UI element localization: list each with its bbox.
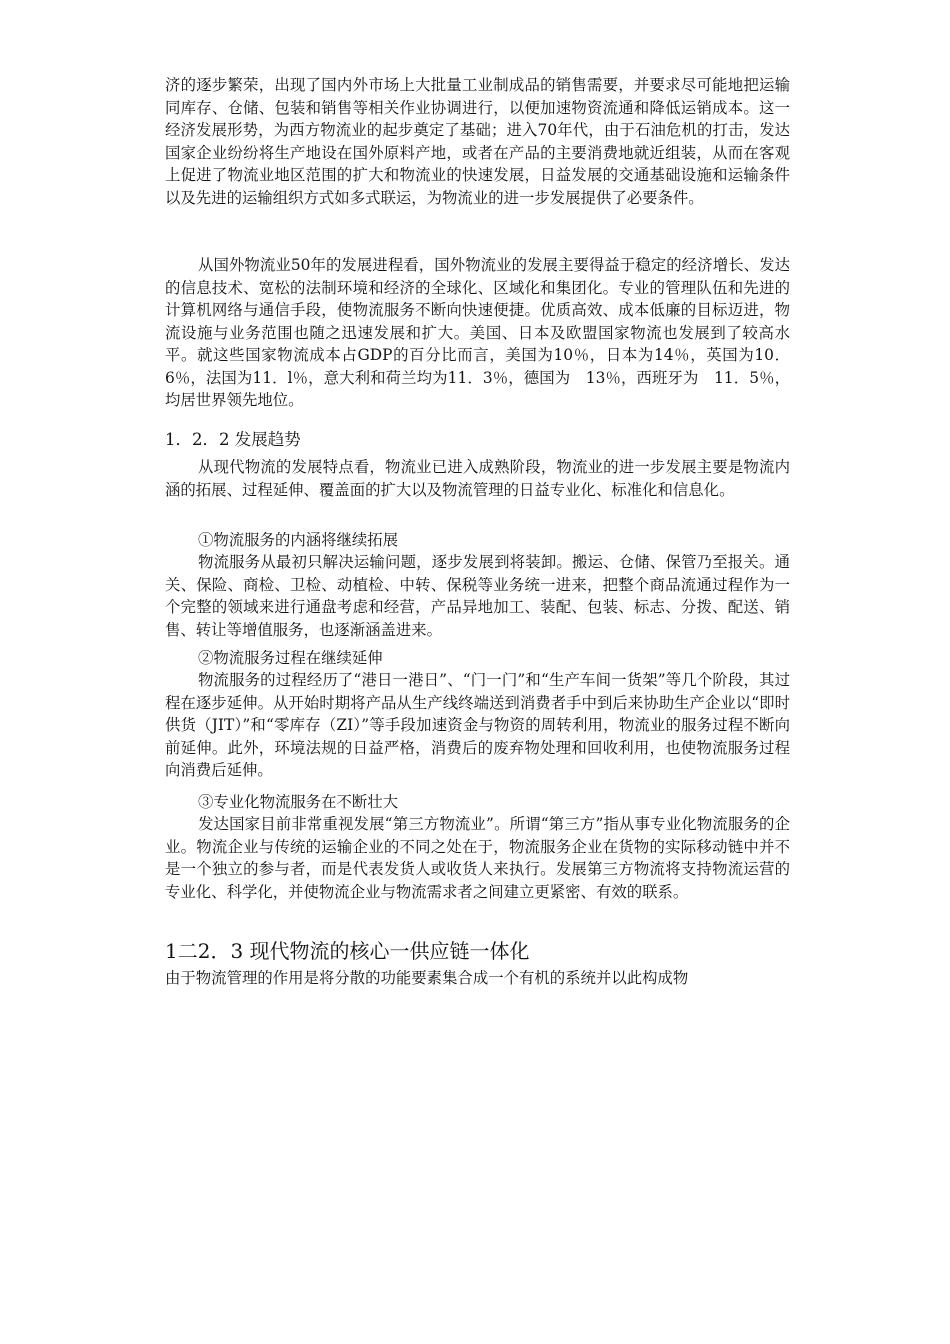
subheading-specialized-service: ③专业化物流服务在不断壮大 [198,793,399,811]
paragraph-supply-chain-intro: 由于物流管理的作用是将分散的功能要素集合成一个有机的系统并以此构成物 [165,969,689,987]
subheading-service-scope: ①物流服务的内涵将继续拓展 [198,531,399,549]
paragraph-service-scope: 物流服务从最初只解决运输问题，逐步发展到将装卸。搬运、仓储、保管乃至报关。通关、保险、商检、卫检、动植检、中转、保税等业务统一进来，把整个商品流通过程作为一个完整的领域来进行通盘考虑和经营，产品异地加工、装配、包装、标志、分拨、配送、销售、转让等增值服务，也逐渐涵盖进来。 [165,553,790,639]
paragraph-third-party-logistics: 发达国家目前非常重视发展“第三方物流业”。所谓“第三方”指从事专业化物流服务的企业。物流企业与传统的运输企业的不同之处在于，物流服务企业在货物的实际移动链中并不是一个独立的参与者，而是代表发货人或收货人来执行。发展第三方物流将支持物流运营的专业化、科学化，并使物流企业与物流需求者之间建立更紧密、有效的联系。 [165,815,790,901]
section-heading-1-2-3: 1二2．3 现代物流的核心一供应链一体化 [165,939,530,963]
paragraph-economic-background: 济的逐步繁荣，出现了国内外市场上大批量工业制成品的销售需要，并要求尽可能地把运输同库存、仓储、包装和销售等相关作业协调进行，以便加速物资流通和降低运销成本。这一经济发展形势，为西方物流业的起步奠定了基础；进入70年代，由于石油危机的打击，发达国家企业纷纷将生产地设在国外原料产地，或者在产品的主要消费地就近组装，从而在客观上促进了物流业地区范围的扩大和物流业的快速发展，日益发展的交通基础设施和运输条件以及先进的运输组织方式如多式联运，为物流业的进一步发展提供了必要条件。 [165,76,790,207]
paragraph-service-process: 物流服务的过程经历了“港日一港日”、“门一门”和“生产车间一货架”等几个阶段，其过程在逐步延伸。从开始时期将产品从生产线终端送到消费者手中到后来协助生产企业以“即时供货（JIT）”和“零库存（ZI）”等手段加速资金与物资的周转利用，物流业的服务过程不断向前延伸。此外，环境法规的日益严格，消费后的废弃物处理和回收利用，也使物流服务过程向消费后延伸。 [165,671,790,779]
subheading-service-process: ②物流服务过程在继续延伸 [198,649,383,667]
section-heading-1-2-2: 1．2．2 发展趋势 [165,430,301,449]
paragraph-foreign-logistics-development: 从国外物流业50年的发展进程看，国外物流业的发展主要得益于稳定的经济增长、发达的信息技术、宽松的法制环境和经济的全球化、区域化和集团化。专业的管理队伍和先进的计算机网络与通信手段，使物流服务不断向快速便捷。优质高效、成本低廉的目标迈进，物流设施与业务范围也随之迅速发展和扩大。美国、日本及欧盟国家物流也发展到了较高水平。就这些国家物流成本占GDP的百分比而言，美国为10％，日本为14％，英国为10．6％，法国为11．l％，意大利和荷兰均为11．3％，德国为 13％，西班牙为 11．5％，均居世界领先地位。 [165,256,790,409]
paragraph-development-trend: 从现代物流的发展特点看，物流业已进入成熟阶段，物流业的进一步发展主要是物流内涵的拓展、过程延伸、覆盖面的扩大以及物流管理的日益专业化、标准化和信息化。 [165,458,790,499]
